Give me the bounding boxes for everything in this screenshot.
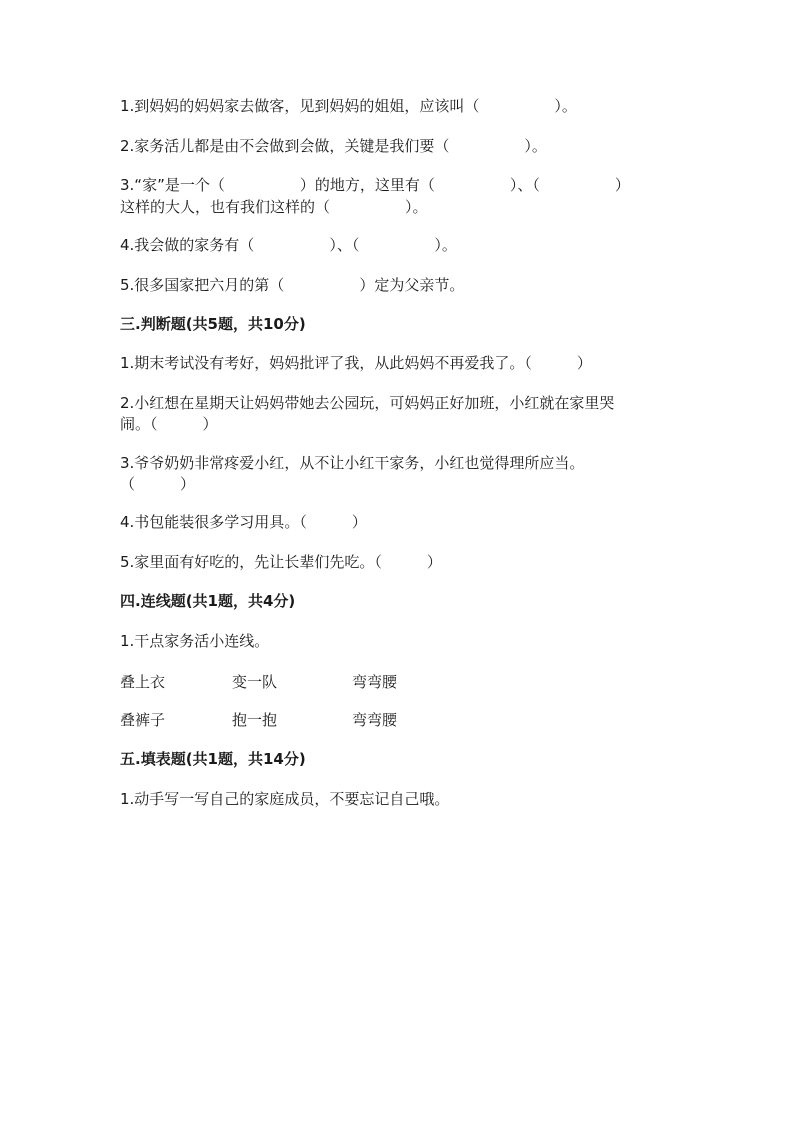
match-item-middle-2: 抱一抱 <box>232 711 278 729</box>
judge-question-3-line-2: （ ） <box>120 475 196 493</box>
match-item-right-1: 弯弯腰 <box>352 673 398 691</box>
table-question-1: 1.动手写一写自己的家庭成员，不要忘记自己哦。 <box>120 790 450 808</box>
fill-question-2: 2.家务活儿都是由不会做到会做，关键是我们要（ ）。 <box>120 137 547 155</box>
judge-question-4: 4.书包能装很多学习用具。（ ） <box>120 513 367 531</box>
fill-question-3-line-2: 这样的大人，也有我们这样的（ ）。 <box>120 198 428 216</box>
match-question-1: 1.干点家务活小连线。 <box>120 632 270 650</box>
match-item-middle-1: 变一队 <box>232 673 278 691</box>
judge-question-5: 5.家里面有好吃的，先让长辈们先吃。（ ） <box>120 553 442 571</box>
match-item-left-1: 叠上衣 <box>120 673 166 691</box>
match-item-right-2: 弯弯腰 <box>352 711 398 729</box>
judge-question-1: 1.期末考试没有考好，妈妈批评了我，从此妈妈不再爱我了。（ ） <box>120 354 592 372</box>
match-item-left-2: 叠裤子 <box>120 711 166 729</box>
section-heading-table: 五.填表题(共1题，共14分) <box>120 750 306 768</box>
judge-question-2-line-1: 2.小红想在星期天让妈妈带她去公园玩，可妈妈正好加班，小红就在家里哭 <box>120 394 615 412</box>
judge-question-2-line-2: 闹。（ ） <box>120 415 218 433</box>
fill-question-3-line-1: 3.“家”是一个（ ）的地方，这里有（ ）、（ ） <box>120 176 630 194</box>
section-heading-match: 四.连线题(共1题，共4分) <box>120 592 296 610</box>
judge-question-3-line-1: 3.爷爷奶奶非常疼爱小红，从不让小红干家务，小红也觉得理所应当。 <box>120 454 585 472</box>
fill-question-4: 4.我会做的家务有（ ）、（ ）。 <box>120 236 457 254</box>
fill-question-5: 5.很多国家把六月的第（ ）定为父亲节。 <box>120 276 465 294</box>
section-heading-judge: 三.判断题(共5题，共10分) <box>120 315 306 333</box>
fill-question-1: 1.到妈妈的妈妈家去做客，见到妈妈的姐姐，应该叫（ ）。 <box>120 97 577 115</box>
